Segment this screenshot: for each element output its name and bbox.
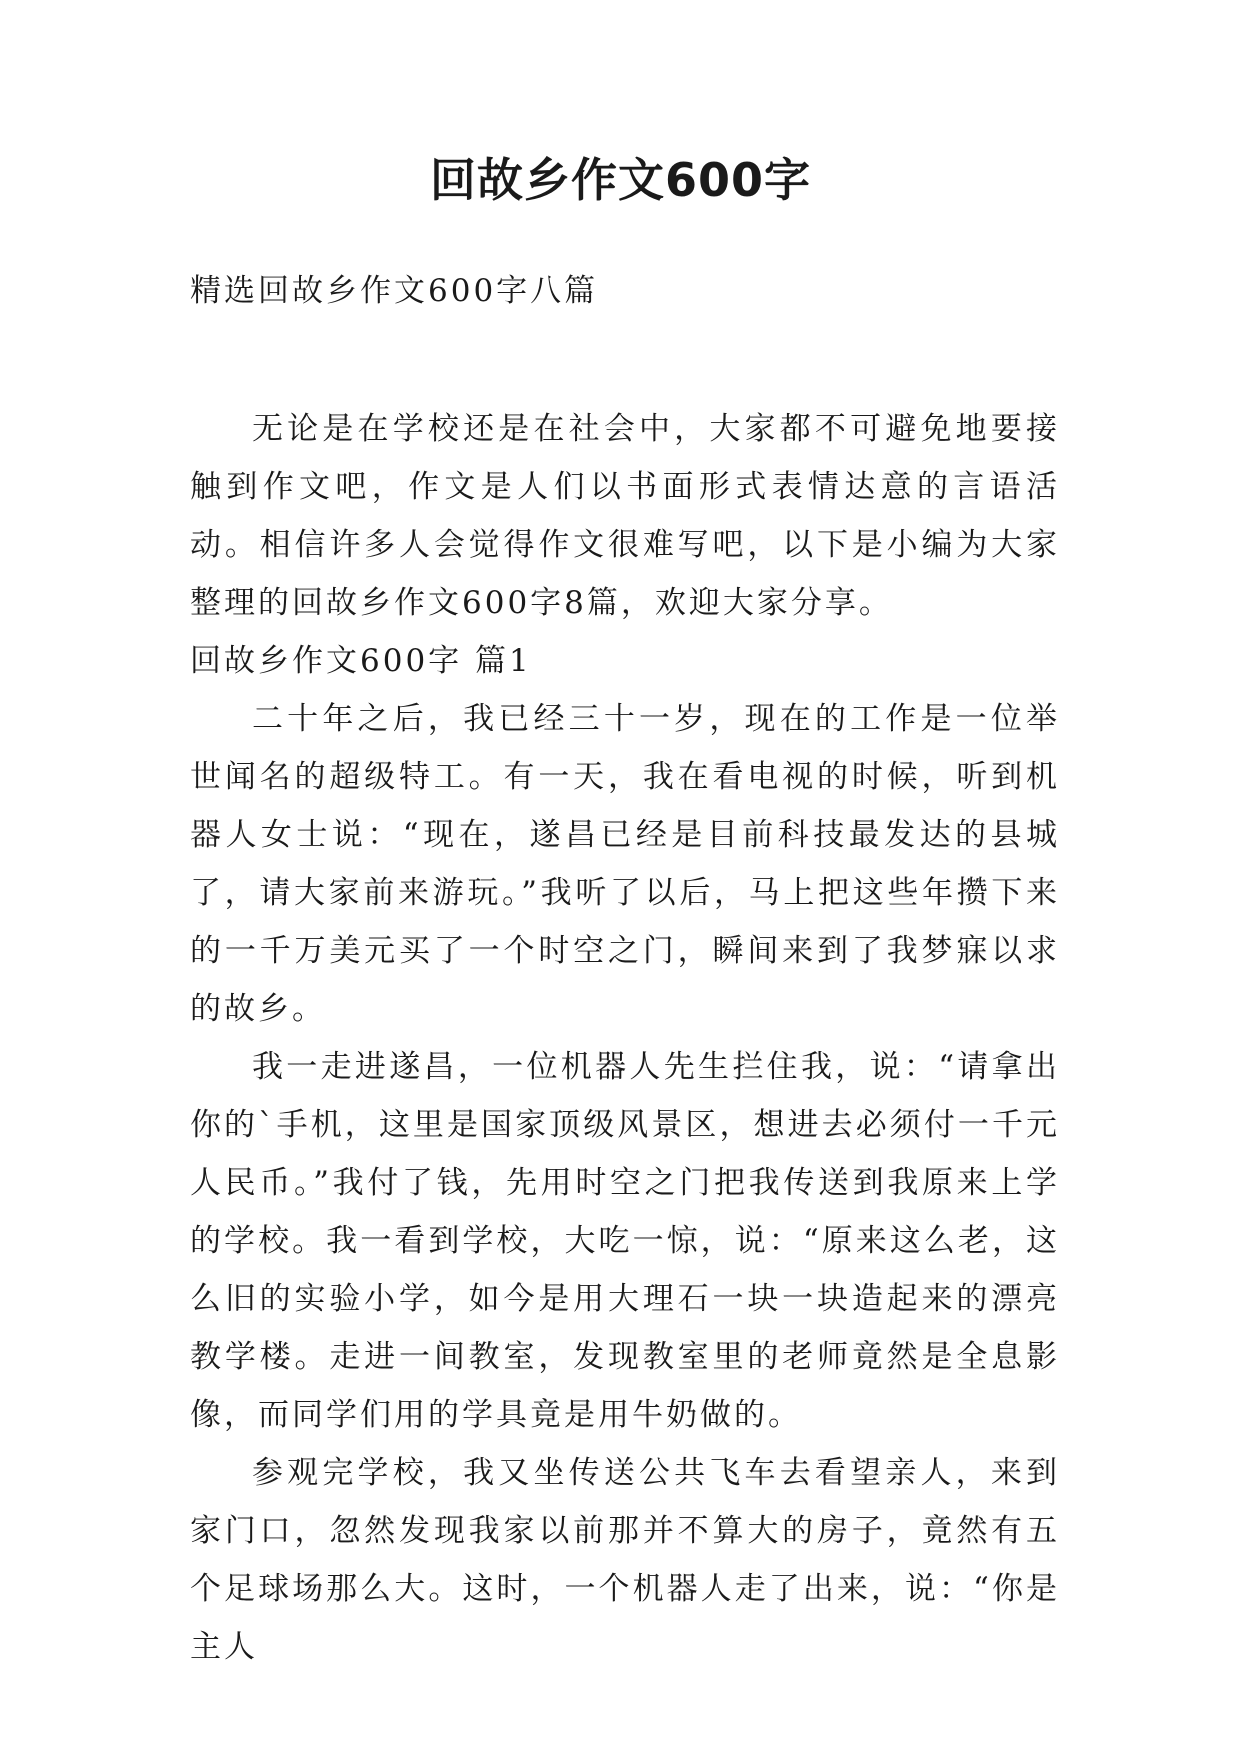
body-paragraph: 二十年之后，我已经三十一岁，现在的工作是一位举世闻名的超级特工。有一天，我在看电视的时候，听到机器人女士说：“现在，遂昌已经是目前科技最发达的县城了，请大家前来游玩。”我听了以后，马上把这些年攒下来的一千万美元买了一个时空之门，瞬间来到了我梦寐以求的故乡。 — [190, 701, 1060, 1027]
body-paragraph: 我一走进遂昌，一位机器人先生拦住我，说：“请拿出你的`手机，这里是国家顶级风景区，想进去必须付一千元人民币。”我付了钱，先用时空之门把我传送到我原来上学的学校。我一看到学校，大吃一惊，说：“原来这么老，这么旧的实验小学，如今是用大理石一块一块造起来的漂亮教学楼。走进一间教室，发现教室里的老师竟然是全息影像，而同学们用的学具竟是用牛奶做的。 — [190, 1049, 1060, 1433]
document-title: 回故乡作文600字 — [429, 153, 812, 207]
document-subtitle: 精选回故乡作文600字八篇 — [190, 273, 599, 309]
body-paragraph: 参观完学校，我又坐传送公共飞车去看望亲人，来到家门口，忽然发现我家以前那并不算大的房子，竟然有五个足球场那么大。这时，一个机器人走了出来，说：“你是主人 — [190, 1455, 1060, 1665]
intro-paragraph: 无论是在学校还是在社会中，大家都不可避免地要接触到作文吧，作文是人们以书面形式表情达意的言语活动。相信许多人会觉得作文很难写吧，以下是小编为大家整理的回故乡作文600字8篇，欢迎大家分享。 — [190, 411, 1060, 621]
document-body — [190, 400, 1060, 1676]
section-heading: 回故乡作文600字 篇1 — [190, 643, 532, 679]
